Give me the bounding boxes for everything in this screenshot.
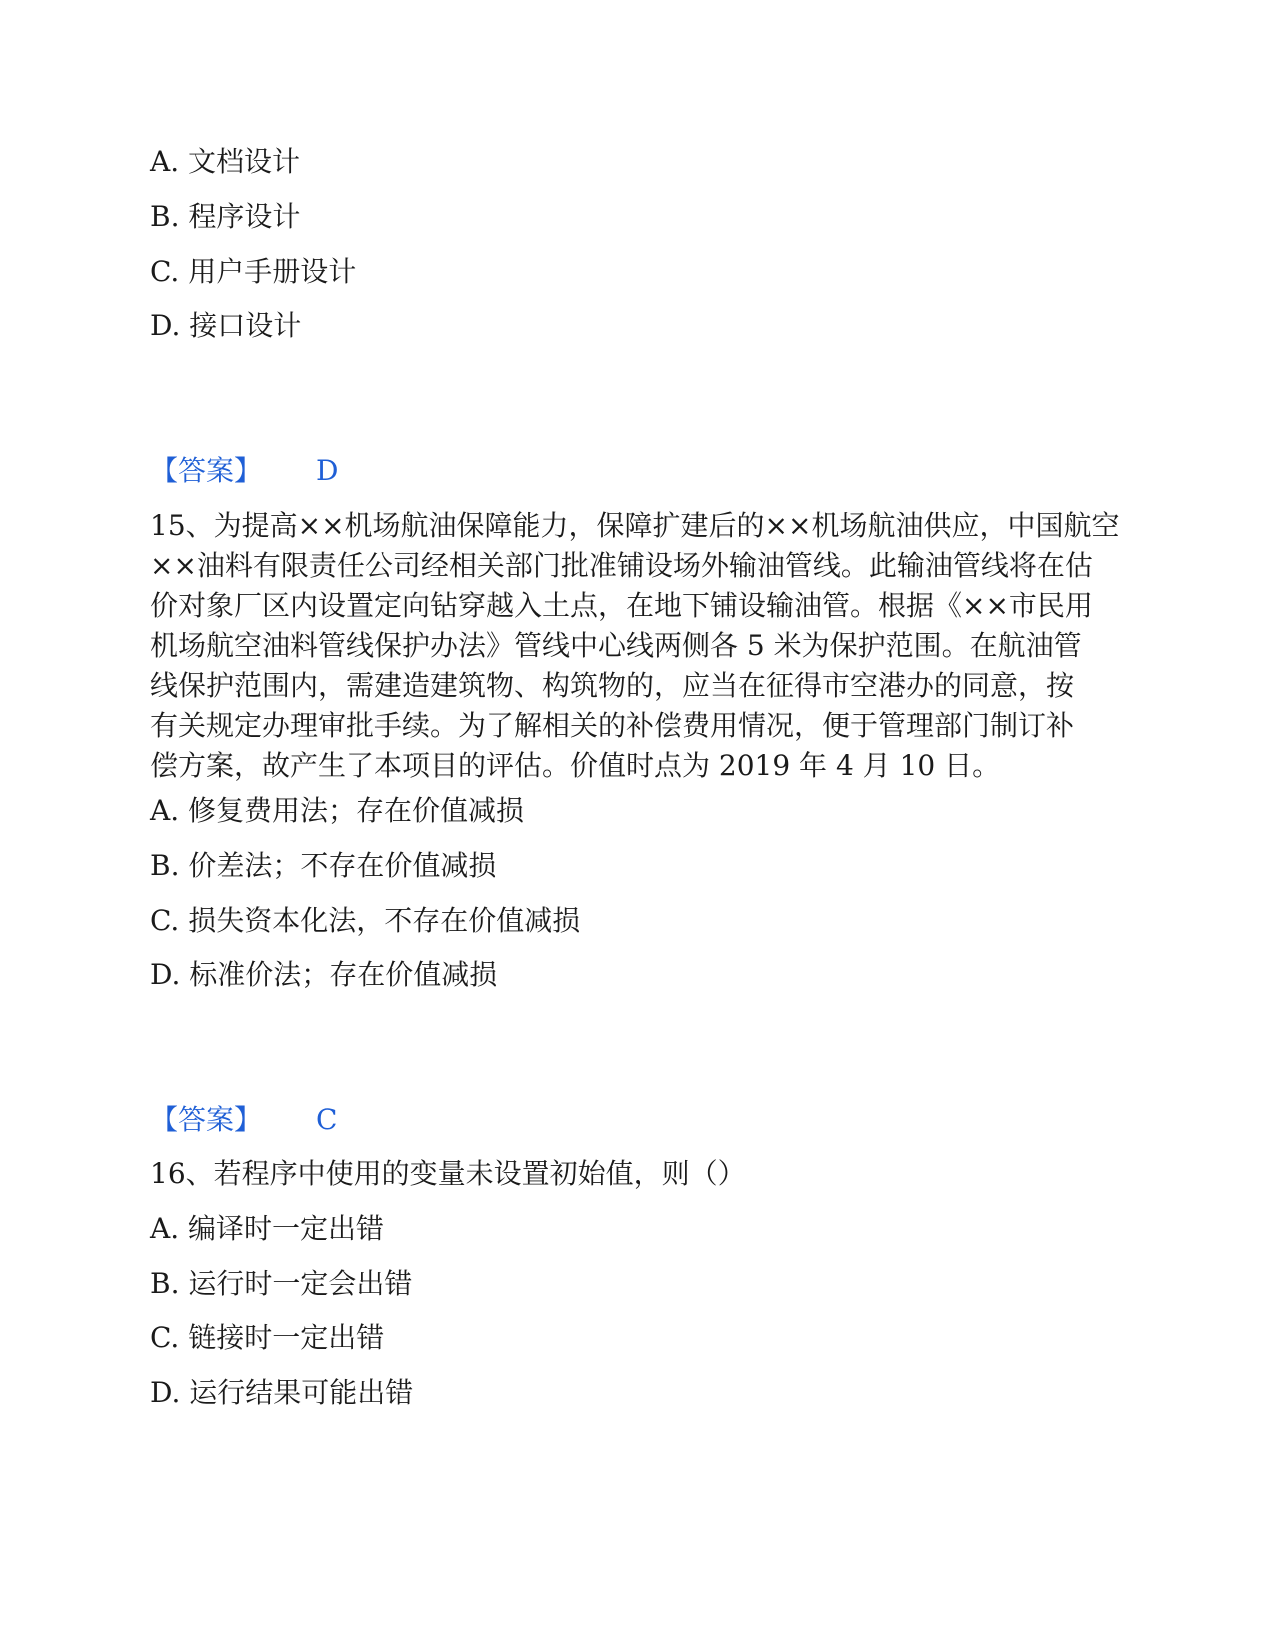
q14-option-c: C. 用户手册设计 [150,255,357,288]
q16-stem: 16、若程序中使用的变量未设置初始值，则（） [150,1157,746,1190]
q16-option-d: D. 运行结果可能出错 [150,1376,414,1409]
answer-value: D [316,454,339,487]
q15-answer [150,1100,337,1140]
q14-option-a: A. 文档设计 [150,145,301,178]
answer-value: C [316,1103,338,1136]
q15-stem-line: 偿方案，故产生了本项目的评估。价值时点为 2019 年 4 月 10 日。 [150,749,1001,782]
q14-answer [150,451,338,491]
q15-stem [150,506,1120,786]
answer-label: 【答案】 [150,454,263,487]
answer-label: 【答案】 [150,1103,263,1136]
q15-stem-line: 价对象厂区内设置定向钻穿越入土点，在地下铺设输油管。根据《××市民用 [150,589,1093,622]
q15-option-b: B. 价差法；不存在价值减损 [150,849,497,882]
q15-stem-line: 线保护范围内，需建造建筑物、构筑物的，应当在征得市空港办的同意，按 [150,669,1075,702]
q16-option-b: B. 运行时一定会出错 [150,1267,413,1300]
q15-stem-line: 有关规定办理审批手续。为了解相关的补偿费用情况，便于管理部门制订补 [150,709,1075,742]
q15-option-a: A. 修复费用法；存在价值减损 [150,794,525,827]
q14-option-b: B. 程序设计 [150,200,301,233]
q14-option-d: D. 接口设计 [150,309,302,342]
q15-stem-line: 机场航空油料管线保护办法》管线中心线两侧各 5 米为保护范围。在航油管 [150,629,1082,662]
q15-option-c: C. 损失资本化法，不存在价值减损 [150,904,581,937]
q15-option-d: D. 标准价法；存在价值减损 [150,958,498,991]
q16-option-c: C. 链接时一定出错 [150,1321,385,1354]
q15-stem-line: 15、为提高××机场航油保障能力，保障扩建后的××机场航油供应，中国航空 [150,509,1120,542]
q16-option-a: A. 编译时一定出错 [150,1212,385,1245]
q15-stem-line: ××油料有限责任公司经相关部门批准铺设场外输油管线。此输油管线将在估 [150,549,1093,582]
